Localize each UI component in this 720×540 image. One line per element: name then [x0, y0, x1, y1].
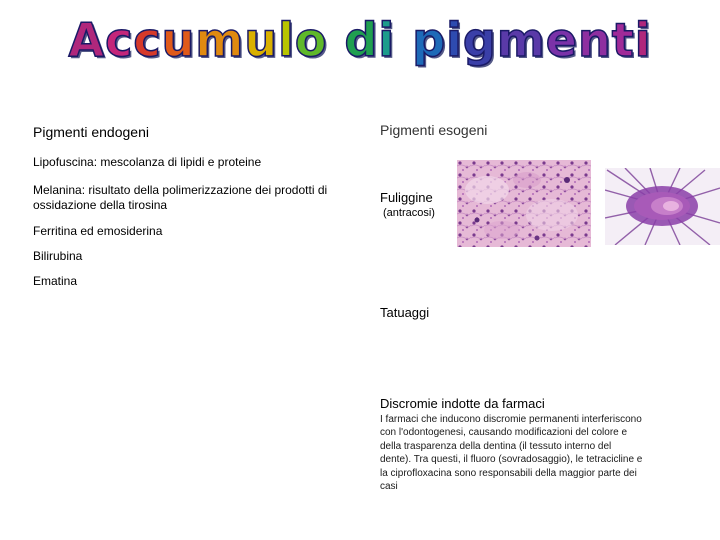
soot-subtitle: (antracosi): [383, 207, 435, 219]
tattoo-label: Tatuaggi: [380, 305, 430, 320]
title-letter: i: [446, 13, 463, 67]
endogenous-item-bilirubina: Bilirubina: [33, 249, 83, 263]
title-letter: i: [378, 13, 396, 67]
title-letter: i: [634, 13, 652, 67]
title-letter: m: [195, 13, 245, 67]
title-letter: c: [105, 13, 134, 67]
title-letter: d: [344, 13, 379, 67]
title-letter: o: [294, 13, 328, 67]
title-letter: g: [462, 13, 497, 67]
title-space: [327, 13, 344, 67]
title-letter: t: [611, 13, 635, 67]
title-letter: l: [278, 13, 295, 67]
drug-discoloration-description: I farmaci che inducono discromie permanenti interferiscono con l'odontogenesi, causando modificazioni del colore e della trasparenza della dentina (il tessuto interno del dente). Tra questi, il fluoro (sovradosaggio), le tetracicline e la ciprofloxacina sono responsabili della maggior parte dei casi: [380, 414, 643, 493]
histology-micrograph-image: [457, 160, 591, 247]
endogenous-item-melanina: Melanina: risultato della polimerizzazione dei prodotti di ossidazione della tirosina: [33, 183, 328, 212]
title-letter: u: [244, 13, 279, 67]
title-space: [395, 13, 412, 67]
slide-title: [0, 10, 720, 70]
title-letter: p: [412, 13, 447, 67]
endogenous-item-ferritina: Ferritina ed emosiderina: [33, 224, 163, 238]
pigmented-cell-micrograph-image: [605, 168, 720, 245]
title-letter: n: [578, 13, 612, 67]
title-letter: u: [161, 13, 196, 67]
drug-discoloration-label: Discromie indotte da farmaci: [380, 396, 545, 411]
soot-label: Fuliggine: [380, 190, 433, 205]
exogenous-heading: Pigmenti esogeni: [380, 122, 488, 138]
title-letter: c: [133, 13, 162, 67]
endogenous-item-ematina: Ematina: [33, 274, 78, 288]
endogenous-item-lipofuscina: Lipofuscina: mescolanza di lipidi e proteine: [33, 155, 262, 169]
title-letter: m: [496, 13, 546, 67]
title-letter: e: [545, 13, 578, 67]
endogenous-heading: Pigmenti endogeni: [33, 124, 149, 140]
title-letter: A: [68, 13, 106, 67]
